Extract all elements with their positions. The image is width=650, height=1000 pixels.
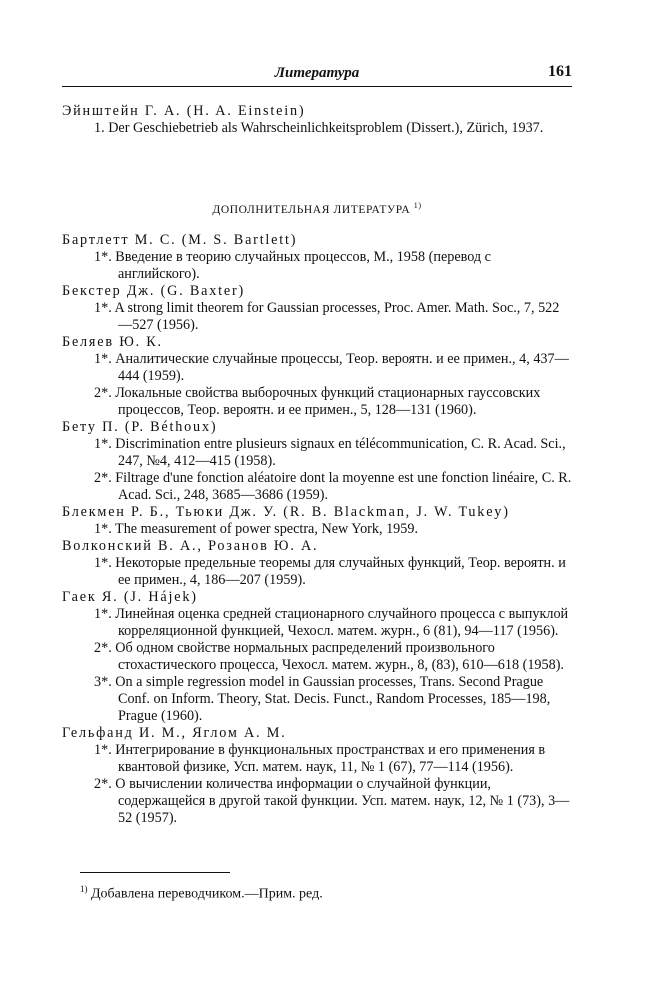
reference-list bbox=[62, 232, 572, 827]
author-line: Гаек Я. (J. Hájek) bbox=[62, 589, 198, 605]
section-title bbox=[62, 201, 572, 216]
work-item: 1*. Аналитические случайные процессы, Теор. вероятн. и ее примен., 4, 437—444 (1959). bbox=[94, 351, 569, 384]
work-item: 2*. Локальные свойства выборочных функций стационарных гауссовских процессов, Теор. вероятн. и ее примен., 5, 128—131 (1960). bbox=[94, 385, 541, 418]
author-line: Гельфанд И. М., Яглом А. М. bbox=[62, 725, 287, 741]
work-item: 2*. Об одном свойстве нормальных распределений произвольного стохастического процесса, Чехосл. матем. журн., 8, (83), 610—618 (1958). bbox=[94, 640, 564, 673]
work-item: 1*. Интегрирование в функциональных пространствах и его применения в квантовой физике, Усп. матем. наук, 11, № 1 (67), 77—114 (1956). bbox=[94, 742, 546, 775]
work-item: 1*. Discrimination entre plusieurs signaux en télécommunication, C. R. Acad. Sci., 247, №4, 412—415 (1958). bbox=[94, 436, 566, 469]
running-head-title: Литература bbox=[274, 65, 360, 81]
work-item: 1. Der Geschiebetrieb als Wahrscheinlichkeitsproblem (Dissert.), Zürich, 1937. bbox=[94, 120, 544, 136]
footnote-ref: 1) bbox=[413, 201, 422, 210]
author-line: Бету П. (P. Béthoux) bbox=[62, 419, 218, 435]
author-line: Бартлетт М. С. (M. S. Bartlett) bbox=[62, 232, 298, 248]
work-item: 1*. The measurement of power spectra, New York, 1959. bbox=[94, 521, 419, 537]
work-item: 2*. Filtrage d'une fonction aléatoire dont la moyenne est une fonction linéaire, C. R. Acad. Sci., 248, 3685—3686 (1959). bbox=[94, 470, 572, 503]
author-line: Блекмен Р. Б., Тьюки Дж. У. (R. B. Blackman, J. W. Tukey) bbox=[62, 504, 510, 520]
author-line: Бекстер Дж. (G. Baxter) bbox=[62, 283, 245, 299]
footnote-divider bbox=[80, 872, 230, 873]
work-item: 3*. On a simple regression model in Gaussian processes, Trans. Second Prague Conf. on Inform. Theory, Stat. Decis. Funct., Random Processes, 185—198, Prague (1960). bbox=[94, 674, 551, 724]
work-item: 1*. Линейная оценка средней стационарного случайного процесса с выпуклой корреляционной функцией, Чехосл. матем. журн., 6 (81), 94—117 (1956). bbox=[94, 606, 569, 639]
work-item: 2*. О вычислении количества информации о случайной функции, содержащейся в другой такой функции. Усп. матем. наук, 12, № 1 (73), 3—52 (1957). bbox=[94, 776, 570, 826]
footnote-text: Добавлена переводчиком.—Прим. ред. bbox=[91, 886, 323, 902]
running-head bbox=[62, 62, 572, 87]
section-title-text: ДОПОЛНИТЕЛЬНАЯ ЛИТЕРАТУРА bbox=[212, 203, 411, 216]
reference-entry bbox=[62, 103, 572, 137]
footnote-mark: 1) bbox=[80, 884, 88, 894]
author-line: Эйнштейн Г. А. (H. A. Einstein) bbox=[62, 103, 306, 119]
work-item: 1*. Некоторые предельные теоремы для случайных функций, Теор. вероятн. и ее примен., 4, 186—207 (1959). bbox=[94, 555, 566, 588]
footnote bbox=[80, 884, 572, 903]
author-line: Беляев Ю. К. bbox=[62, 334, 163, 350]
author-line: Волконский В. А., Розанов Ю. А. bbox=[62, 538, 319, 554]
work-item: 1*. A strong limit theorem for Gaussian processes, Proc. Amer. Math. Soc., 7, 522—527 (1956). bbox=[94, 300, 560, 333]
work-item: 1*. Введение в теорию случайных процессов, М., 1958 (перевод с английского). bbox=[94, 249, 491, 282]
page-number: 161 bbox=[548, 63, 572, 80]
